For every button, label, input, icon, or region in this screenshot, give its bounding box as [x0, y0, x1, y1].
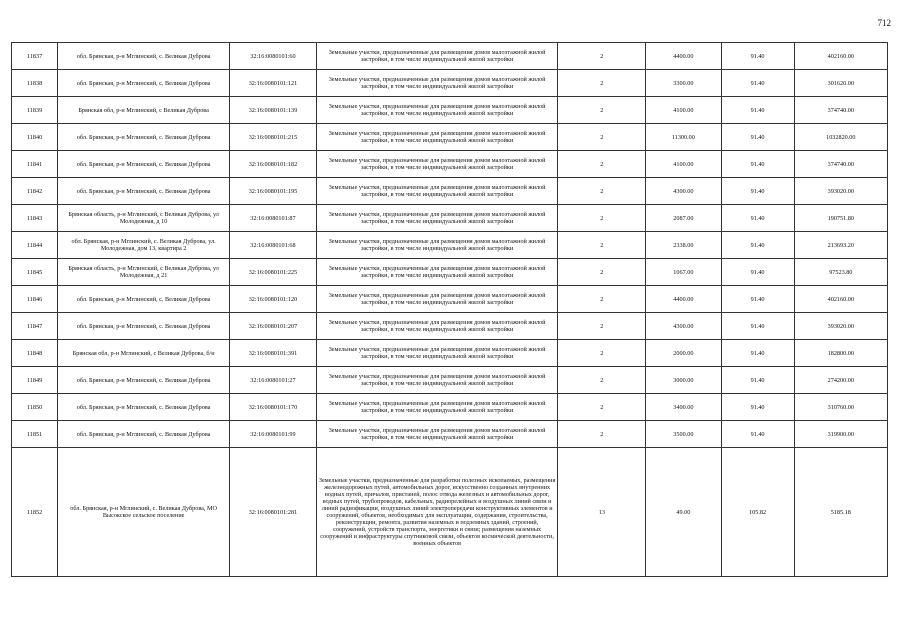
specific-value-cell: 91.40 — [721, 70, 794, 97]
table-row — [12, 421, 888, 448]
area-cell: 3000.00 — [646, 367, 721, 394]
area-cell: 2087.00 — [646, 205, 721, 232]
specific-value-cell: 91.40 — [721, 97, 794, 124]
area-cell: 2000.00 — [646, 340, 721, 367]
land-purpose-cell: Земельные участки, предназначенные для размещения домов малоэтажной жилой застройки, в том числе индивидуальной жилой застройки — [316, 43, 558, 70]
area-cell: 2338.00 — [646, 232, 721, 259]
address-cell: Брянская обл, р-н Мглинский, с Великая Дуброва, б/н — [58, 340, 230, 367]
category-code-cell: 2 — [558, 43, 646, 70]
specific-value-cell: 91.40 — [721, 178, 794, 205]
address-cell: обл. Брянская, р-н Мглинский, с. Великая Дуброва — [58, 70, 230, 97]
page-number: 712 — [877, 18, 891, 28]
cadastral-value-cell: 97523.80 — [794, 259, 887, 286]
address-cell: обл. Брянская, р-н Мглинский, с. Великая Дуброва — [58, 43, 230, 70]
table-row — [12, 259, 888, 286]
cadastral-number-cell: 32:16:0080101:207 — [230, 313, 317, 340]
specific-value-cell: 91.40 — [721, 259, 794, 286]
address-cell: обл. Брянская, р-н Мглинский, с. Великая Дуброва — [58, 178, 230, 205]
category-code-cell: 2 — [558, 151, 646, 178]
category-code-cell: 2 — [558, 259, 646, 286]
row-number-cell: 11842 — [12, 178, 58, 205]
cadastral-value-cell: 182800.00 — [794, 340, 887, 367]
land-purpose-cell: Земельные участки, предназначенные для размещения домов малоэтажной жилой застройки, в том числе индивидуальной жилой застройки — [316, 151, 558, 178]
row-number-cell: 11849 — [12, 367, 58, 394]
category-code-cell: 2 — [558, 124, 646, 151]
table-row — [12, 232, 888, 259]
address-cell: обл. Брянская, р-н Мглинский, с. Великая Дуброва — [58, 313, 230, 340]
address-cell: обл. Брянская, р-н Мглинский, с. Великая Дуброва, МО Высокское сельское поселение — [58, 448, 230, 577]
land-purpose-cell: Земельные участки, предназначенные для размещения домов малоэтажной жилой застройки, в том числе индивидуальной жилой застройки — [316, 70, 558, 97]
address-cell: обл. Брянская, р-н Мглинский, с. Великая Дуброва — [58, 421, 230, 448]
category-code-cell: 2 — [558, 97, 646, 124]
cadastral-value-cell: 310760.00 — [794, 394, 887, 421]
area-cell: 4300.00 — [646, 313, 721, 340]
area-cell: 3300.00 — [646, 70, 721, 97]
area-cell: 4400.00 — [646, 43, 721, 70]
address-cell: обл. Брянская, р-н Мглинский, с. Великая Дуброва, ул. Молодежная, дом 13, квартира 2 — [58, 232, 230, 259]
land-purpose-cell: Земельные участки, предназначенные для размещения домов малоэтажной жилой застройки, в том числе индивидуальной жилой застройки — [316, 367, 558, 394]
cadastral-value-cell: 301620.00 — [794, 70, 887, 97]
row-number-cell: 11846 — [12, 286, 58, 313]
area-cell: 4100.00 — [646, 151, 721, 178]
row-number-cell: 11845 — [12, 259, 58, 286]
cadastral-number-cell: 32:16:0080101:182 — [230, 151, 317, 178]
cadastral-value-cell: 319900.00 — [794, 421, 887, 448]
specific-value-cell: 91.40 — [721, 367, 794, 394]
table-row — [12, 70, 888, 97]
specific-value-cell: 91.40 — [721, 43, 794, 70]
specific-value-cell: 91.40 — [721, 232, 794, 259]
specific-value-cell: 91.40 — [721, 421, 794, 448]
land-purpose-cell: Земельные участки, предназначенные для размещения домов малоэтажной жилой застройки, в том числе индивидуальной жилой застройки — [316, 124, 558, 151]
category-code-cell: 2 — [558, 178, 646, 205]
land-purpose-cell: Земельные участки, предназначенные для размещения домов малоэтажной жилой застройки, в том числе индивидуальной жилой застройки — [316, 178, 558, 205]
land-purpose-cell: Земельные участки, предназначенные для размещения домов малоэтажной жилой застройки, в том числе индивидуальной жилой застройки — [316, 97, 558, 124]
area-cell: 4400.00 — [646, 286, 721, 313]
land-purpose-cell: Земельные участки, предназначенные для размещения домов малоэтажной жилой застройки, в том числе индивидуальной жилой застройки — [316, 286, 558, 313]
land-purpose-cell: Земельные участки, предназначенные для размещения домов малоэтажной жилой застройки, в том числе индивидуальной жилой застройки — [316, 340, 558, 367]
table-row — [12, 313, 888, 340]
row-number-cell: 11837 — [12, 43, 58, 70]
cadastral-value-cell: 213693.20 — [794, 232, 887, 259]
area-cell: 11300.00 — [646, 124, 721, 151]
row-number-cell: 11839 — [12, 97, 58, 124]
address-cell: обл. Брянская, р-н Мглинский, с. Великая Дуброва — [58, 286, 230, 313]
table-row — [12, 367, 888, 394]
registry-table-body — [12, 43, 888, 577]
land-purpose-cell: Земельные участки, предназначенные для размещения домов малоэтажной жилой застройки, в том числе индивидуальной жилой застройки — [316, 259, 558, 286]
table-row — [12, 205, 888, 232]
address-cell: обл. Брянская, р-н Мглинский, с. Великая Дуброва — [58, 394, 230, 421]
area-cell: 3400.00 — [646, 394, 721, 421]
address-cell: обл. Брянская, р-н Мглинский, с. Великая Дуброва — [58, 124, 230, 151]
row-number-cell: 11841 — [12, 151, 58, 178]
area-cell: 4300.00 — [646, 178, 721, 205]
cadastral-value-cell: 374740.00 — [794, 97, 887, 124]
land-purpose-cell: Земельные участки, предназначенные для размещения домов малоэтажной жилой застройки, в том числе индивидуальной жилой застройки — [316, 421, 558, 448]
cadastral-number-cell: 32:16:0080101:87 — [230, 205, 317, 232]
cadastral-number-cell: 32:16:0080101:27 — [230, 367, 317, 394]
category-code-cell: 2 — [558, 313, 646, 340]
category-code-cell: 2 — [558, 421, 646, 448]
specific-value-cell: 91.40 — [721, 124, 794, 151]
table-row — [12, 151, 888, 178]
cadastral-number-cell: 32:16:0080101:170 — [230, 394, 317, 421]
category-code-cell: 2 — [558, 232, 646, 259]
cadastral-number-cell: 32:16:0080101:68 — [230, 232, 317, 259]
row-number-cell: 11840 — [12, 124, 58, 151]
cadastral-number-cell: 32:16:0080101:139 — [230, 97, 317, 124]
row-number-cell: 11843 — [12, 205, 58, 232]
specific-value-cell: 91.40 — [721, 394, 794, 421]
land-purpose-cell: Земельные участки, предназначенные для разработки полезных ископаемых, размещения железнодорожных путей, автомобильных дорог, искусственно созданных внутренних водных путей, причалов, пристаней, полос отвода железных и автомобильных дорог, водных путей, трубопроводов, кабельных, радиорелейных и воздушных линий связи и линий радиофикации, воздушных линий электропередачи конструктивных элементов и сооружений, объектов, необходимых для эксплуатации, содержания, строительства, реконструкции, ремонта, развития наземных и подземных зданий, строений, сооружений, устройств транспорта, энергетики и связи; размещения наземных сооружений и инфраструктуры спутниковой связи, объектов космической деятельности, военных объектов — [316, 448, 558, 577]
cadastral-value-cell: 1032820.00 — [794, 124, 887, 151]
specific-value-cell: 91.40 — [721, 151, 794, 178]
cadastral-value-cell: 274200.00 — [794, 367, 887, 394]
land-registry-table — [11, 42, 888, 577]
land-purpose-cell: Земельные участки, предназначенные для размещения домов малоэтажной жилой застройки, в том числе индивидуальной жилой застройки — [316, 313, 558, 340]
land-purpose-cell: Земельные участки, предназначенные для размещения домов малоэтажной жилой застройки, в том числе индивидуальной жилой застройки — [316, 232, 558, 259]
area-cell: 3500.00 — [646, 421, 721, 448]
category-code-cell: 13 — [558, 448, 646, 577]
cadastral-number-cell: 32:16:0080101:215 — [230, 124, 317, 151]
row-number-cell: 11852 — [12, 448, 58, 577]
address-cell: Брянская обл, р-н Мглинский, с Великая Дуброва — [58, 97, 230, 124]
row-number-cell: 11847 — [12, 313, 58, 340]
cadastral-number-cell: 32:16:0080101:281 — [230, 448, 317, 577]
table-row — [12, 43, 888, 70]
category-code-cell: 2 — [558, 286, 646, 313]
address-cell: Брянская область, р-н Мглинский, с Великая Дуброва, ул Молодежная, д 21 — [58, 259, 230, 286]
row-number-cell: 11848 — [12, 340, 58, 367]
cadastral-number-cell: 32:16:0080101:391 — [230, 340, 317, 367]
area-cell: 1067.00 — [646, 259, 721, 286]
category-code-cell: 2 — [558, 367, 646, 394]
cadastral-value-cell: 190751.80 — [794, 205, 887, 232]
table-row — [12, 97, 888, 124]
category-code-cell: 2 — [558, 70, 646, 97]
specific-value-cell: 91.40 — [721, 205, 794, 232]
category-code-cell: 2 — [558, 205, 646, 232]
specific-value-cell: 91.40 — [721, 313, 794, 340]
cadastral-number-cell: 32:16:0080101:121 — [230, 70, 317, 97]
row-number-cell: 11838 — [12, 70, 58, 97]
specific-value-cell: 91.40 — [721, 286, 794, 313]
cadastral-value-cell: 393020.00 — [794, 178, 887, 205]
land-purpose-cell: Земельные участки, предназначенные для размещения домов малоэтажной жилой застройки, в том числе индивидуальной жилой застройки — [316, 394, 558, 421]
cadastral-number-cell: 32:16:0080101:225 — [230, 259, 317, 286]
area-cell: 49.00 — [646, 448, 721, 577]
address-cell: обл. Брянская, р-н Мглинский, с. Великая Дуброва — [58, 367, 230, 394]
table-row — [12, 286, 888, 313]
table-row — [12, 178, 888, 205]
cadastral-number-cell: 32:16:0080101:99 — [230, 421, 317, 448]
cadastral-value-cell: 393020.00 — [794, 313, 887, 340]
cadastral-number-cell: 32:16:0080101:120 — [230, 286, 317, 313]
cadastral-number-cell: 32:16:0080101:195 — [230, 178, 317, 205]
table-row — [12, 448, 888, 577]
address-cell: Брянская область, р-н Мглинский, с Великая Дуброва, ул Молодежная, д 10 — [58, 205, 230, 232]
cadastral-value-cell: 374740.00 — [794, 151, 887, 178]
cadastral-value-cell: 402160.00 — [794, 286, 887, 313]
row-number-cell: 11851 — [12, 421, 58, 448]
row-number-cell: 11844 — [12, 232, 58, 259]
table-row — [12, 340, 888, 367]
area-cell: 4100.00 — [646, 97, 721, 124]
cadastral-value-cell: 402160.00 — [794, 43, 887, 70]
table-row — [12, 394, 888, 421]
category-code-cell: 2 — [558, 340, 646, 367]
row-number-cell: 11850 — [12, 394, 58, 421]
table-row — [12, 124, 888, 151]
cadastral-number-cell: 32:16:0080101:60 — [230, 43, 317, 70]
cadastral-value-cell: 5185.18 — [794, 448, 887, 577]
address-cell: обл. Брянская, р-н Мглинский, с. Великая Дуброва — [58, 151, 230, 178]
land-purpose-cell: Земельные участки, предназначенные для размещения домов малоэтажной жилой застройки, в том числе индивидуальной жилой застройки — [316, 205, 558, 232]
specific-value-cell: 91.40 — [721, 340, 794, 367]
category-code-cell: 2 — [558, 394, 646, 421]
specific-value-cell: 105.82 — [721, 448, 794, 577]
